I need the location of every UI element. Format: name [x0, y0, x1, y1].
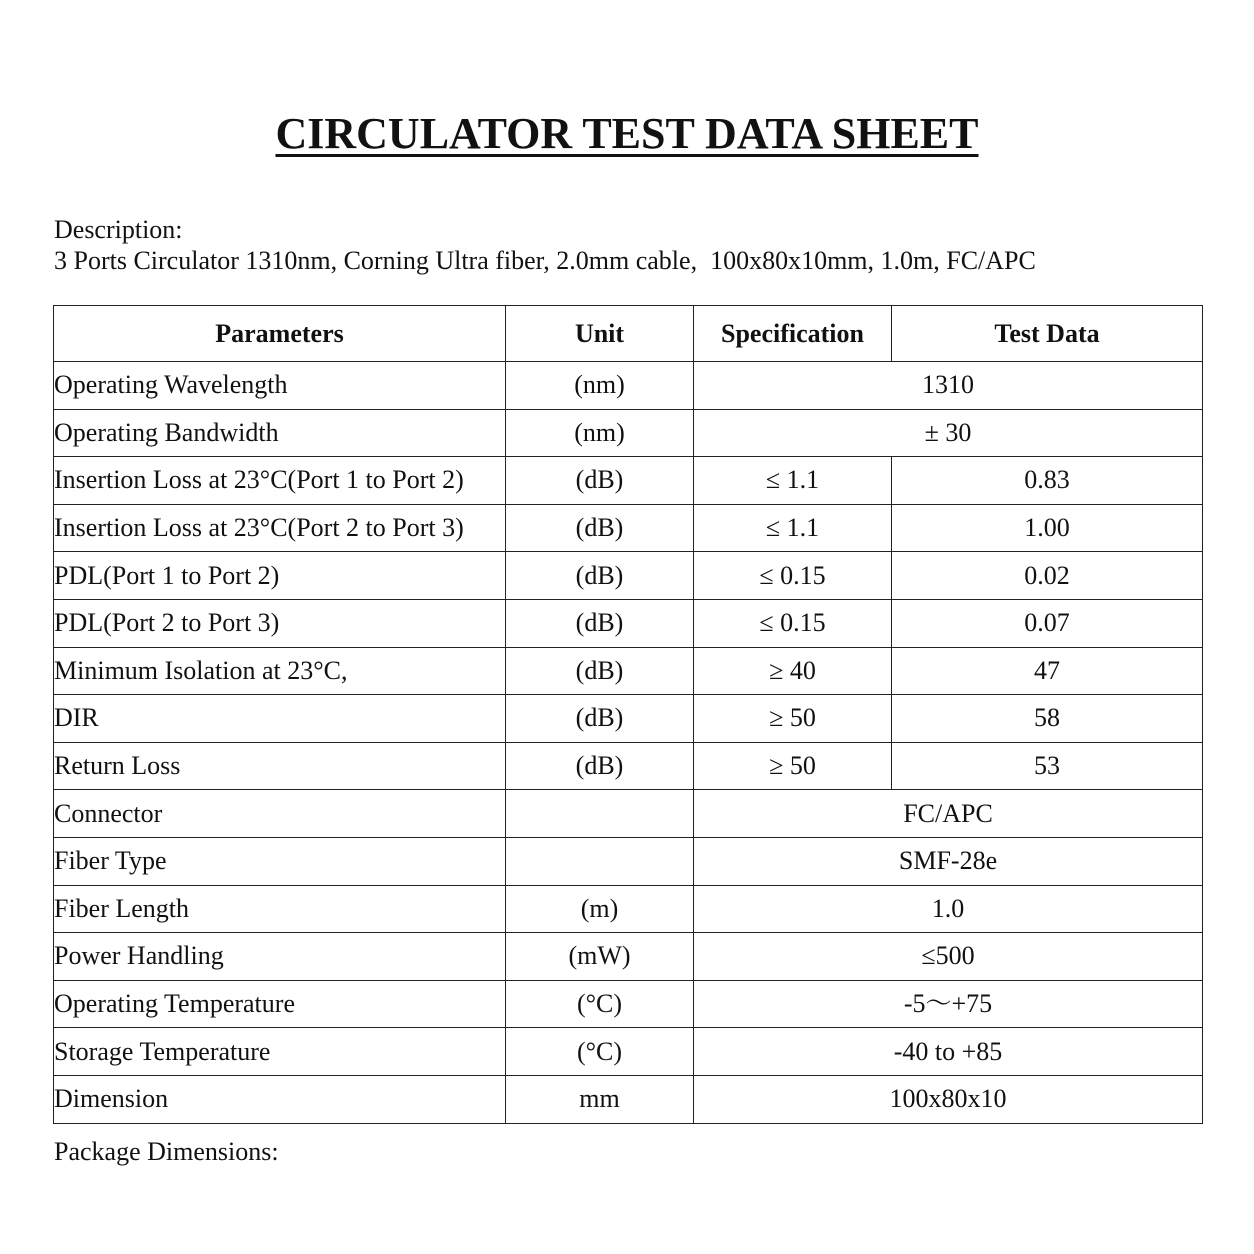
title-text: CIRCULATOR TEST DATA SHEET	[275, 109, 979, 158]
spec-cell: ≤ 1.1	[694, 457, 892, 505]
param-cell: Connector	[54, 790, 506, 838]
description-text: 3 Ports Circulator 1310nm, Corning Ultra fiber, 2.0mm cable, 100x80x10mm, 1.0m, FC/APC	[54, 246, 1036, 275]
param-cell: Minimum Isolation at 23°C,	[54, 647, 506, 695]
test-cell: 53	[892, 742, 1203, 790]
header-specification: Specification	[694, 306, 892, 362]
unit-cell: (dB)	[506, 599, 694, 647]
param-cell: Return Loss	[54, 742, 506, 790]
value-cell: 100x80x10	[694, 1075, 1203, 1123]
param-cell: Fiber Type	[54, 837, 506, 885]
unit-cell: (nm)	[506, 362, 694, 410]
param-cell: Insertion Loss at 23°C(Port 1 to Port 2)	[54, 457, 506, 505]
unit-cell: (dB)	[506, 552, 694, 600]
spec-table	[53, 305, 1203, 1124]
spec-cell: ≥ 50	[694, 695, 892, 743]
unit-cell: (m)	[506, 885, 694, 933]
table-row	[54, 362, 1203, 410]
value-cell: ± 30	[694, 409, 1203, 457]
value-cell: ≤500	[694, 933, 1203, 981]
header-unit: Unit	[506, 306, 694, 362]
table-row	[54, 790, 1203, 838]
unit-cell: (dB)	[506, 695, 694, 743]
unit-cell: (dB)	[506, 504, 694, 552]
param-cell: Insertion Loss at 23°C(Port 2 to Port 3)	[54, 504, 506, 552]
test-cell: 1.00	[892, 504, 1203, 552]
unit-cell	[506, 790, 694, 838]
spec-cell: ≥ 40	[694, 647, 892, 695]
param-cell: Operating Bandwidth	[54, 409, 506, 457]
unit-cell: (dB)	[506, 647, 694, 695]
table-row	[54, 409, 1203, 457]
unit-cell	[506, 837, 694, 885]
table-row	[54, 457, 1203, 505]
param-cell: PDL(Port 2 to Port 3)	[54, 599, 506, 647]
param-cell: Storage Temperature	[54, 1028, 506, 1076]
spec-cell: ≤ 1.1	[694, 504, 892, 552]
value-cell: 1.0	[694, 885, 1203, 933]
value-cell: 1310	[694, 362, 1203, 410]
value-cell: -5～+75	[694, 980, 1203, 1028]
test-cell: 0.83	[892, 457, 1203, 505]
page-title	[0, 106, 1254, 162]
unit-cell: mm	[506, 1075, 694, 1123]
table-row	[54, 599, 1203, 647]
value-cell: FC/APC	[694, 790, 1203, 838]
package-dimensions-label: Package Dimensions:	[54, 1137, 279, 1166]
unit-cell: (dB)	[506, 742, 694, 790]
description-label: Description:	[54, 215, 183, 244]
param-cell: PDL(Port 1 to Port 2)	[54, 552, 506, 600]
spec-cell: ≤ 0.15	[694, 552, 892, 600]
table-row	[54, 647, 1203, 695]
test-cell: 0.07	[892, 599, 1203, 647]
spec-cell: ≥ 50	[694, 742, 892, 790]
table-row	[54, 742, 1203, 790]
unit-cell: (mW)	[506, 933, 694, 981]
param-cell: Dimension	[54, 1075, 506, 1123]
header-parameters: Parameters	[54, 306, 506, 362]
param-cell: DIR	[54, 695, 506, 743]
unit-cell: (°C)	[506, 1028, 694, 1076]
spec-cell: ≤ 0.15	[694, 599, 892, 647]
value-cell: SMF-28e	[694, 837, 1203, 885]
test-cell: 58	[892, 695, 1203, 743]
table-row	[54, 1075, 1203, 1123]
table-row	[54, 504, 1203, 552]
param-cell: Fiber Length	[54, 885, 506, 933]
unit-cell: (dB)	[506, 457, 694, 505]
header-test-data: Test Data	[892, 306, 1203, 362]
table-row	[54, 695, 1203, 743]
test-cell: 0.02	[892, 552, 1203, 600]
param-cell: Operating Wavelength	[54, 362, 506, 410]
table-row	[54, 885, 1203, 933]
test-cell: 47	[892, 647, 1203, 695]
table-row	[54, 933, 1203, 981]
unit-cell: (nm)	[506, 409, 694, 457]
unit-cell: (°C)	[506, 980, 694, 1028]
param-cell: Power Handling	[54, 933, 506, 981]
table-row	[54, 837, 1203, 885]
table-header-row	[54, 306, 1203, 362]
table-row	[54, 980, 1203, 1028]
value-cell: -40 to +85	[694, 1028, 1203, 1076]
table-row	[54, 552, 1203, 600]
table-row	[54, 1028, 1203, 1076]
param-cell: Operating Temperature	[54, 980, 506, 1028]
